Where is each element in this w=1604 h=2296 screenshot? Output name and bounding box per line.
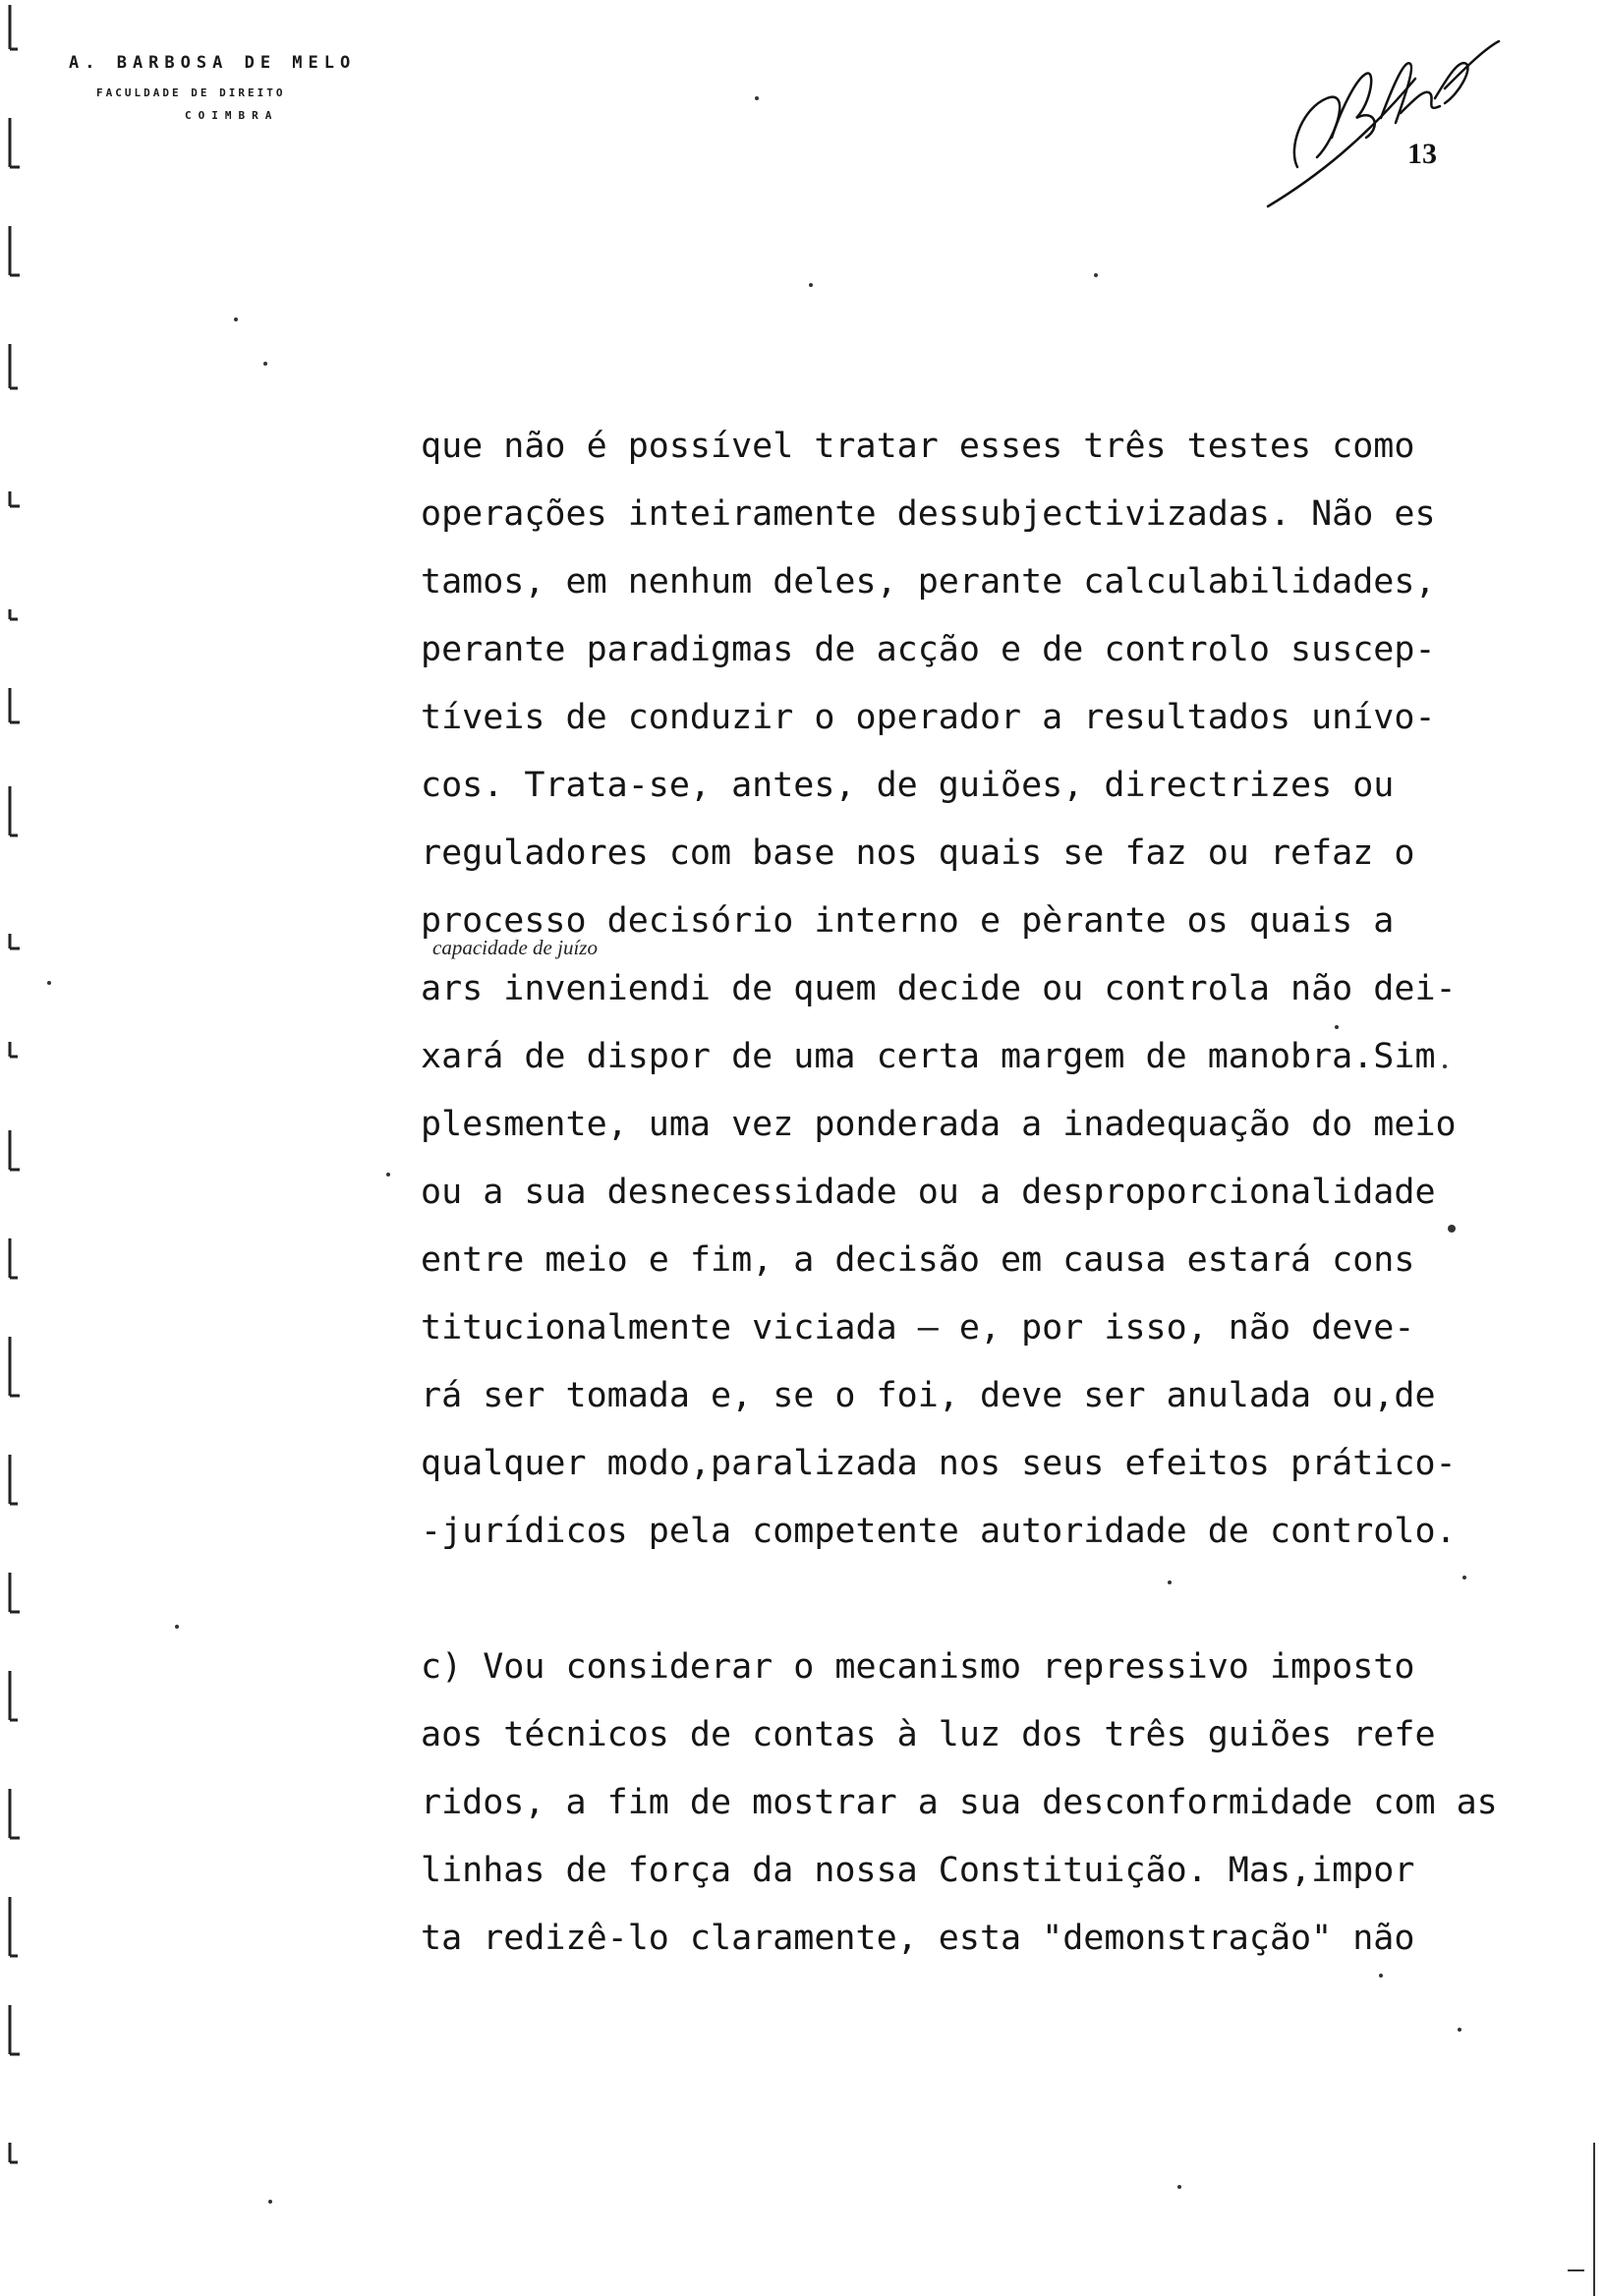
text-line: ta redizê-lo claramente, esta "demonstração" não [421, 1919, 1415, 1958]
text-line: linhas de força da nossa Constituição. Mas,impor [421, 1851, 1415, 1890]
text-line: xará de dispor de uma certa margem de manobra.Sim [421, 1037, 1436, 1076]
text-line: tamos, em nenhum deles, perante calculabilidades, [421, 562, 1436, 602]
text-line: titucionalmente viciada — e, por isso, não deve- [421, 1308, 1415, 1348]
text-line: rá ser tomada e, se o foi, deve ser anulada ou,de [421, 1376, 1436, 1415]
text-line: perante paradigmas de acção e de controlo suscep- [421, 630, 1436, 669]
text-line: cos. Trata-se, antes, de guiões, directrizes ou [421, 766, 1395, 805]
text-line: que não é possível tratar esses três testes como [421, 427, 1415, 466]
letterhead-institution: FACULDADE DE DIREITO [96, 86, 286, 99]
document-body [421, 413, 1498, 1973]
paragraph-gap [421, 1566, 1425, 1634]
text-line: aos técnicos de contas à luz dos três guiões refe [421, 1715, 1436, 1754]
text-line: ou a sua desnecessidade ou a desproporcionalidade [421, 1173, 1436, 1212]
text-line: entre meio e fim, a decisão em causa estará cons [421, 1240, 1415, 1280]
handwritten-signature [1258, 20, 1504, 216]
text-line: -jurídicos pela competente autoridade de controlo. [421, 1512, 1457, 1551]
letterhead-city: COIMBRA [185, 109, 279, 122]
text-line: c) Vou considerar o mecanismo repressivo imposto [421, 1647, 1415, 1687]
text-line: ridos, a fim de mostrar a sua desconformidade com as [421, 1783, 1498, 1822]
text-line: processo decisório interno e pèrante os quais a [421, 901, 1395, 941]
text-line: reguladores com base nos quais se faz ou refaz o [421, 833, 1415, 873]
text-line: tíveis de conduzir o operador a resultados unívo- [421, 698, 1436, 737]
handwritten-annotation: capacidade de juízo [432, 936, 598, 959]
letterhead [69, 53, 356, 122]
text-line: plesmente, uma vez ponderada a inadequação do meio [421, 1105, 1457, 1144]
text-line: operações inteiramente dessubjectivizadas. Não es [421, 494, 1436, 534]
page-number: 13 [1407, 138, 1437, 170]
letterhead-name: A. BARBOSA DE MELO [69, 53, 357, 73]
binding-marks [0, 0, 39, 2296]
text-line: ars inveniendi de quem decide ou controla não dei- [421, 969, 1457, 1008]
text-line: qualquer modo,paralizada nos seus efeitos prático- [421, 1444, 1457, 1483]
